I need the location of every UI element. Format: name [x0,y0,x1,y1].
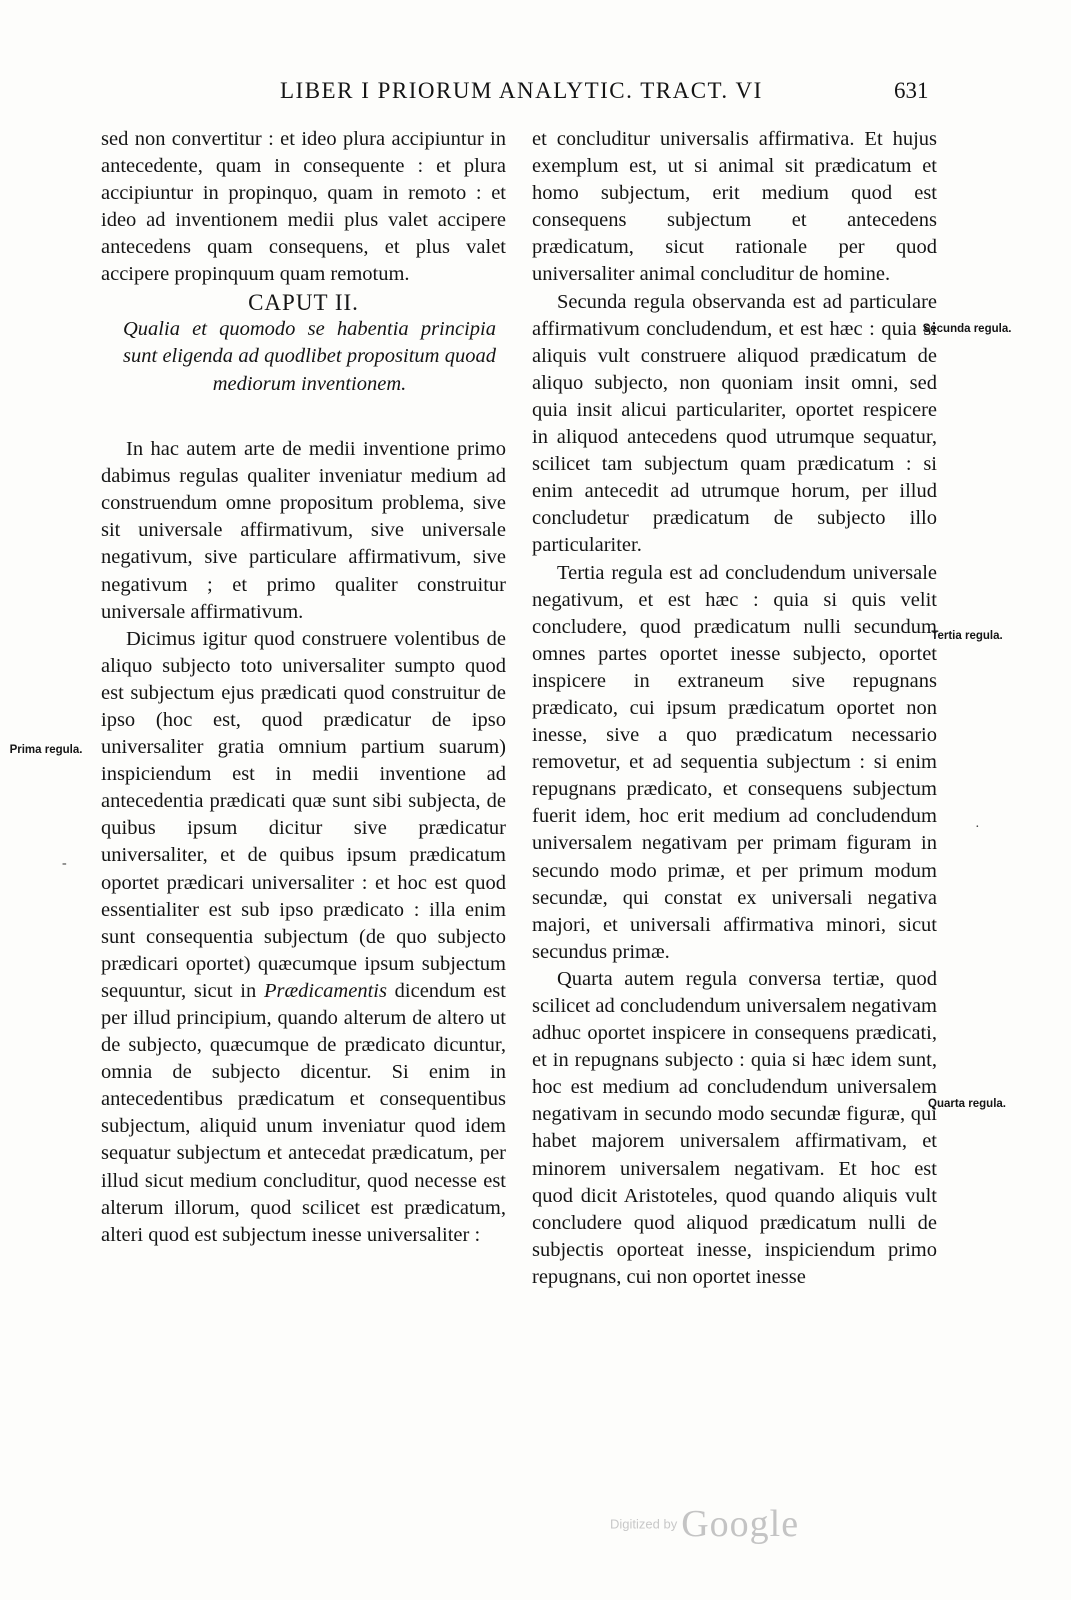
margin-note-secunda: Secunda regula. [922,323,1012,335]
right-paragraph-4: Quarta autem regula conversa tertiæ, quod scilicet ad concludendum universalem negativam adhuc oportet inspicere in consequens prædicati, et in repugnans subjecto : quia si hæc idem sunt, hoc est medium ad concludendum universalem negativam in secundo modo secundæ figuræ, qui habet majorem universalem affirmativam, et minorem universalem negativam. Et hoc est quod dicit Aristoteles, quod quando aliquis vult concludere quod aliquod prædicatum nulli de subjectis oporteat inesse, inspiciendum primo repugnans, cui non oportet inesse [532,967,937,1288]
left-column [101,126,506,1249]
margin-note-quarta: Quarta regula. [928,1098,1006,1110]
running-title: LIBER I PRIORUM ANALYTIC. TRACT. VI [280,78,763,103]
margin-note-prima: Prima regula. [9,744,83,756]
left-paragraph-2: In hac autem arte de medii inventione primo dabimus regulas qualiter inveniatur medium ad construendum omne propositum problema, sive sit universale affirmativum, sive universale negativum, sive particulare affirmativum, sive negativum ; et primo qualiter construitur universale affirmativum. [101,438,506,623]
margin-note-tertia: Tertia regula. [931,630,1003,642]
right-paragraph-3: Tertia regula est ad concludendum universale negativum, et est hæc : quia si quis velit concludere, quod prædicatum nulli secundum omnes partes oportet inesse subjecto, oportet inspicere in extraneum sive repugnans prædicato, cui ipsum prædicatum oportet non inesse, sive a quo prædicatum necessario removetur, et ad sequentia subjectum : si enim repugnans prædicato, et consequens subjectum fuerit idem, hoc erit medium ad concludendum universalem negativam per primam figuram in secundo modo primæ, et per primum modum secundæ, qui constat ex universali negativa majori, et universali affirmativa minori, sicut secundus primæ. [532,561,937,963]
left-paragraph-3-text-b: dicendum est per illud principium, quando alterum de altero ut de subjecto, quæcumque de prædicato dicuntur, omnia de subjecto dicentur. Si enim in antecedentibus prædicatum et consequentibus subjectum, aliquid unum inveniatur quod idem sequatur subjectum et antecedat prædicatum, per illud sicut medium concluditur, quod necesse est alterum illorum, quod scilicet est prædicatum, alteri quod est subjectum inesse universaliter : [101,979,506,1246]
page-number: 631 [894,78,929,103]
chapter-subtitle: Qualia et quomodo se habentia principia sunt eligenda ad quodlibet propositum quoad mediorum inventionem. [123,317,496,396]
left-paragraph-3 [101,626,506,1249]
chapter-heading: CAPUT II. [248,289,359,315]
stray-mark: · [975,820,980,835]
stray-mark: - [62,856,67,871]
right-paragraph-2: Secunda regula observanda est ad particulare affirmativum concludendum, et est hæc : quia si aliquis vult construere aliquod prædicatum de aliquo subjecto, non quoniam insit omni, sed quia insit alicui particulariter, oportet respicere in aliquod antecedens quod utrumque sequatur, scilicet tam subjectum quam prædicatum : si enim antecedit ad utrumque horum, per illud concludetur prædicatum de subjecto illo particulariter. [532,290,937,557]
left-paragraph-3-text-a: Dicimus igitur quod construere volentibus de aliquo subjecto toto universaliter sumpto quod est subjectum ejus prædicati quod construitur de ipso (hoc est, quod prædicatur de ipso universaliter gratia omnium partium suarum) inspiciendum est in medii inventione ad antecedentia prædicati quæ sunt sibi subjecta, de quibus ipsum dicitur sive prædicatur universaliter, et de quibus ipsum prædicatum oportet prædicari universaliter : et hoc est quod essentialiter est sub ipso prædicato : illa enim sunt consequentia subjectum (de quo subjecto prædicari oportet) quæcumque ipsum subjectum sequuntur, sicut in [101,627,506,1002]
digitized-by-google-watermark [610,1502,799,1546]
left-paragraph-1: sed non convertitur : et ideo plura accipiuntur in antecedente, quam in consequente : et plura accipiuntur in propinquo, quam in remoto : et ideo ad inventionem medii plus valet accipere antecedens quam consequens, et plus valet accipere propinquum quam remotum. [101,128,506,286]
digitized-by-text: Digitized by [610,1516,678,1532]
google-logo: Google [681,1503,800,1545]
right-paragraph-1: et concluditur universalis affirmativa. Et hujus exemplum est, ut si animal sit prædicatum et homo subjectum, erit medium quod est consequens subjectum et antecedens prædicatum, sicut rationale per quod universaliter animal concluditur de homine. [532,128,937,286]
right-column [532,126,937,1291]
italic-title-praedicamentis: Prædicamentis [263,979,387,1002]
